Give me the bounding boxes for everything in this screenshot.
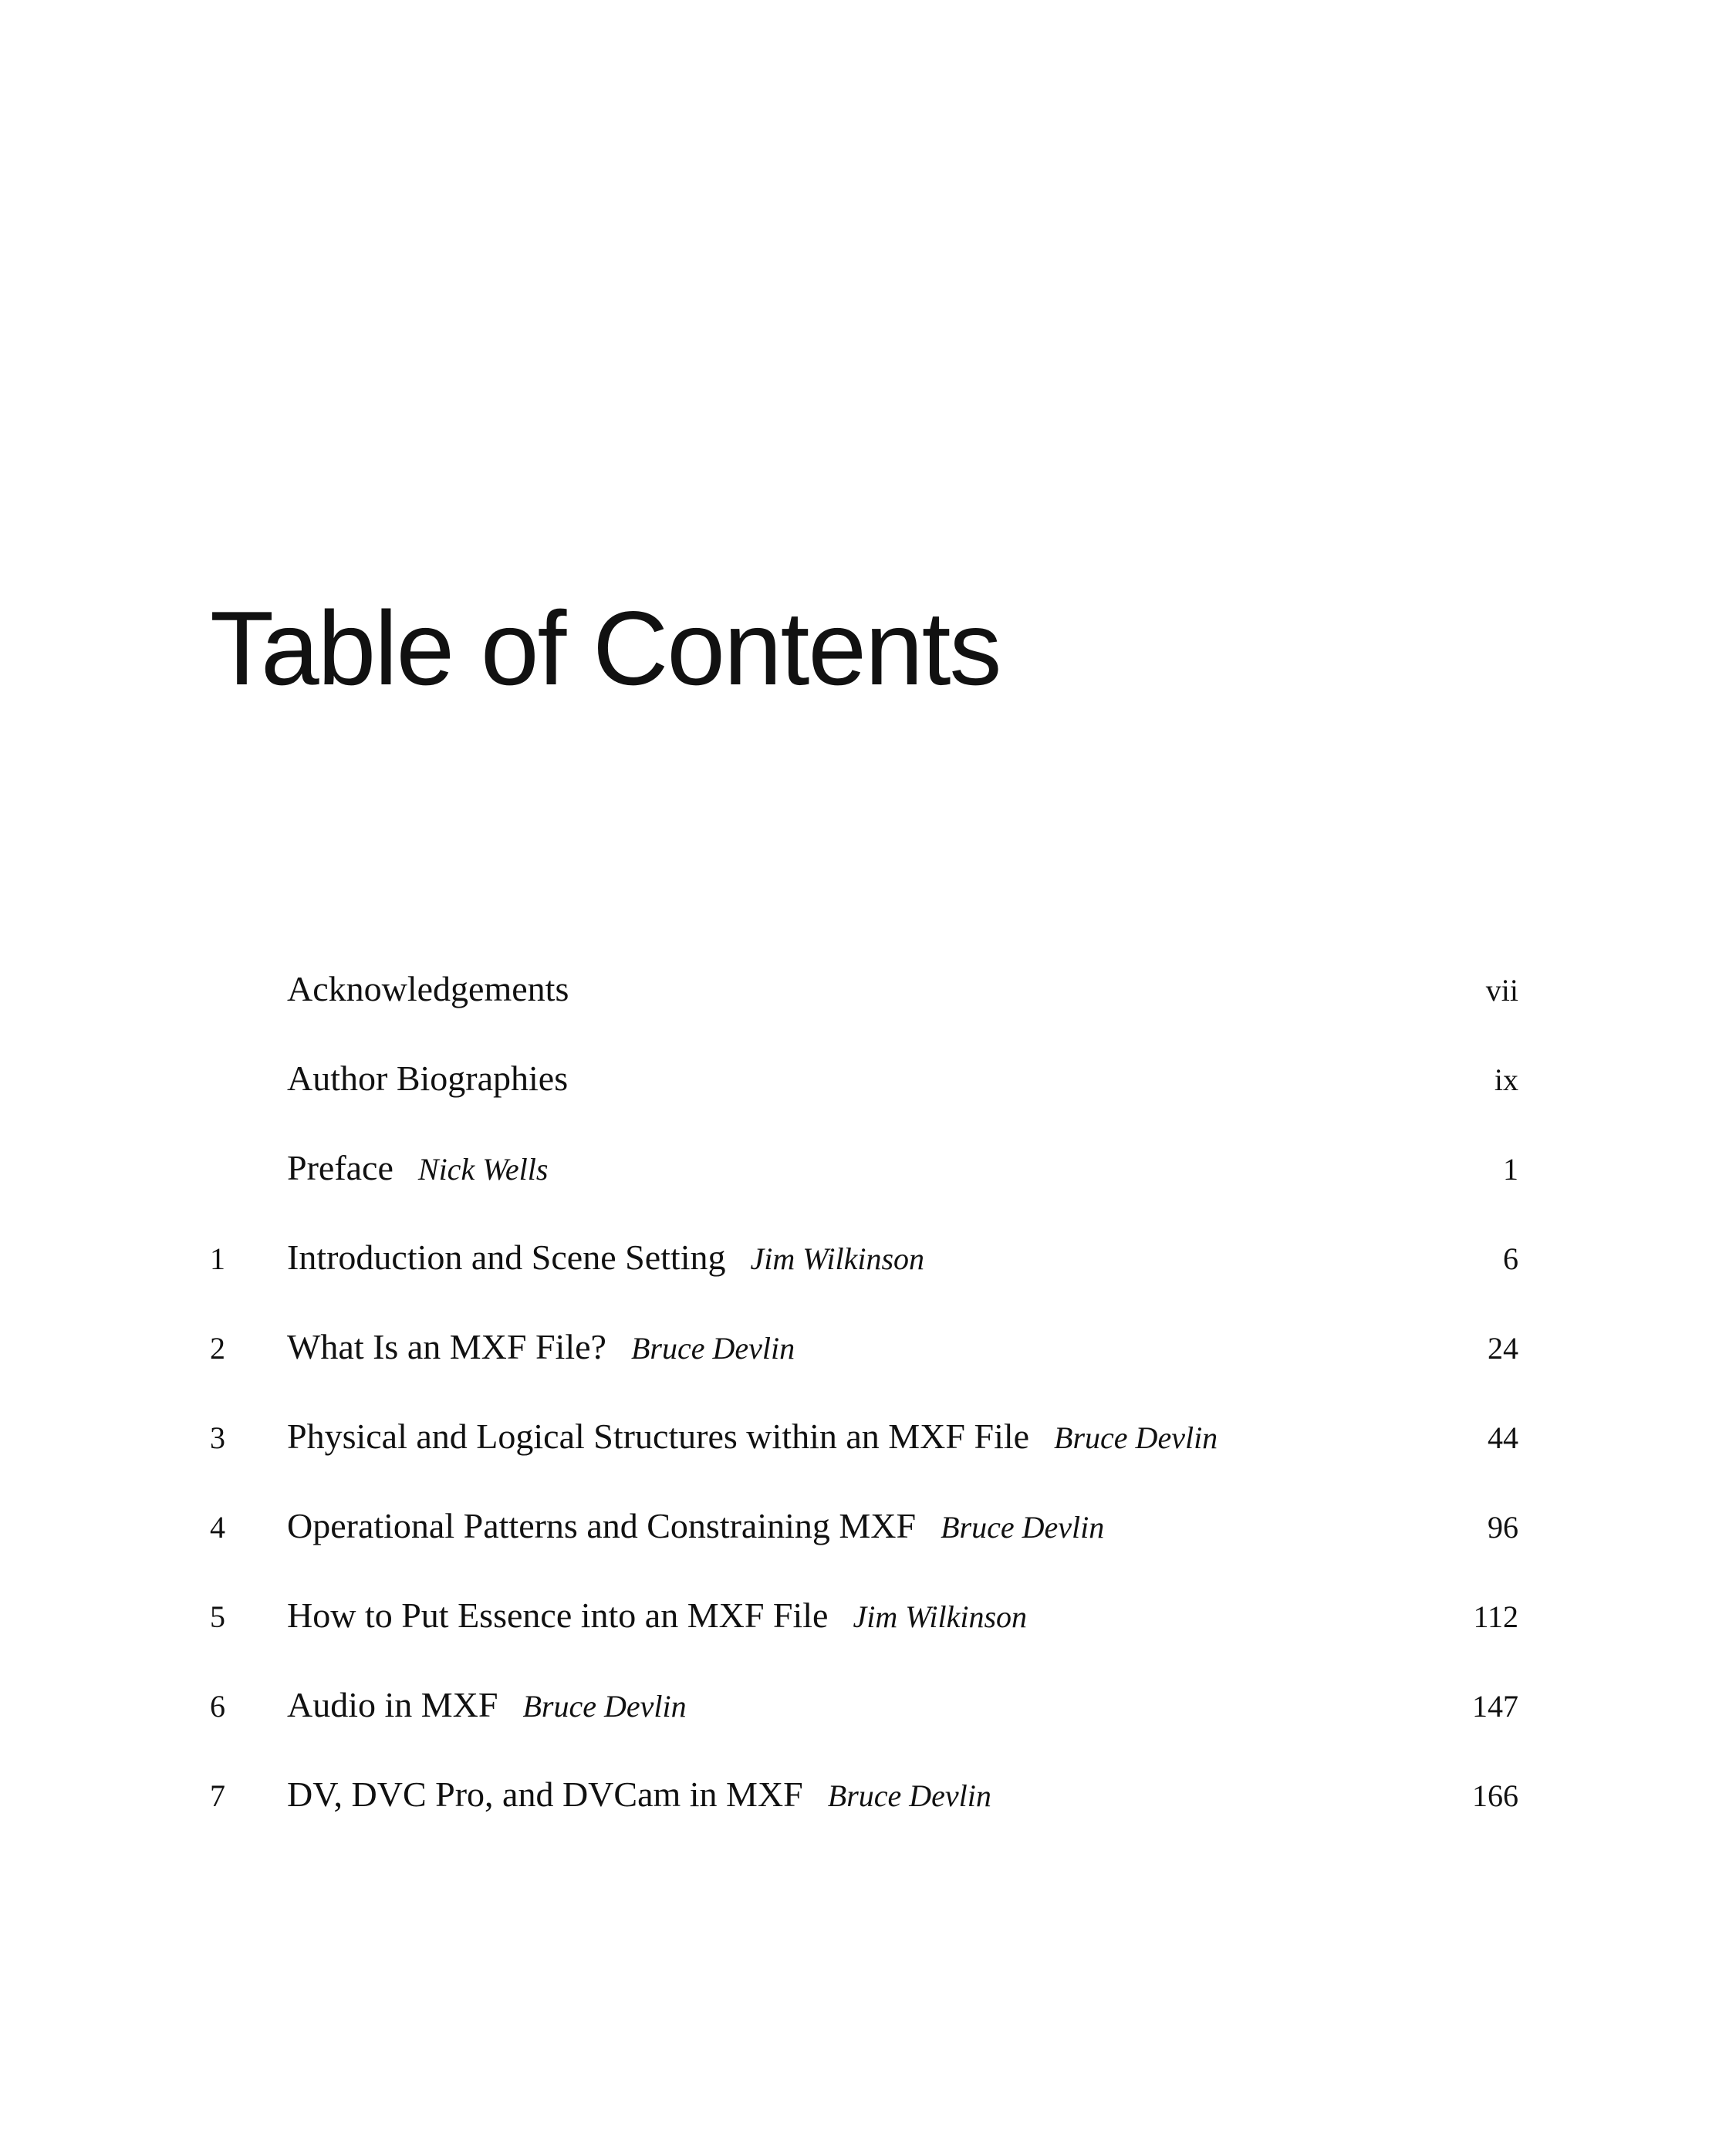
toc-entry-author: Jim Wilkinson <box>853 1599 1028 1634</box>
toc-entry-page: 44 <box>1488 1420 1518 1455</box>
toc-entry-title: DV, DVC Pro, and DVCam in MXF <box>287 1775 803 1814</box>
toc-entry-chapter-3[interactable] <box>210 1416 1518 1505</box>
toc-entry-chapter-7[interactable] <box>210 1774 1518 1863</box>
toc-entry-author: Nick Wells <box>417 1152 549 1187</box>
toc-entry-chapter-1[interactable] <box>210 1237 1518 1326</box>
toc-entry-title: Introduction and Scene Setting <box>287 1238 726 1277</box>
toc-entry-title: Operational Patterns and Constraining MXF <box>287 1506 917 1545</box>
page-title: Table of Contents <box>210 589 1001 707</box>
toc-entry-page: 166 <box>1472 1778 1518 1813</box>
toc-entry-title: How to Put Essence into an MXF File <box>287 1596 829 1635</box>
toc-entry-number: 6 <box>210 1689 225 1724</box>
toc-entry-title: Author Biographies <box>287 1059 569 1098</box>
toc-entry-page: 6 <box>1503 1241 1518 1276</box>
toc-entry-author-biographies[interactable] <box>210 1058 1518 1147</box>
toc-entry-number: 7 <box>210 1778 225 1813</box>
toc-entry-author: Jim Wilkinson <box>750 1241 925 1276</box>
toc-entry-chapter-6[interactable] <box>210 1684 1518 1774</box>
toc-entry-page: 96 <box>1488 1510 1518 1545</box>
toc-entry-page: 1 <box>1503 1152 1518 1187</box>
toc-list <box>210 968 1518 1863</box>
toc-entry-title: Acknowledgements <box>287 969 569 1008</box>
toc-entry-chapter-4[interactable] <box>210 1505 1518 1595</box>
toc-entry-author: Bruce Devlin <box>941 1510 1105 1545</box>
toc-entry-author: Bruce Devlin <box>1054 1420 1218 1455</box>
toc-entry-page: 24 <box>1488 1331 1518 1366</box>
toc-entry-title: What Is an MXF File? <box>287 1327 606 1366</box>
toc-entry-page: ix <box>1494 1062 1518 1097</box>
toc-entry-number: 1 <box>210 1241 225 1276</box>
toc-entry-title: Audio in MXF <box>287 1685 498 1724</box>
toc-entry-number: 4 <box>210 1510 225 1545</box>
toc-entry-author: Bruce Devlin <box>827 1778 991 1813</box>
toc-entry-author: Bruce Devlin <box>630 1331 795 1366</box>
toc-entry-acknowledgements[interactable] <box>210 968 1518 1058</box>
toc-entry-chapter-5[interactable] <box>210 1595 1518 1684</box>
toc-entry-title: Physical and Logical Structures within an MXF File <box>287 1417 1030 1456</box>
toc-entry-page: 147 <box>1472 1689 1518 1724</box>
toc-entry-number: 3 <box>210 1420 225 1455</box>
toc-entry-page: vii <box>1485 973 1518 1008</box>
toc-entry-number: 5 <box>210 1599 225 1634</box>
toc-entry-number: 2 <box>210 1331 225 1366</box>
toc-entry-author: Bruce Devlin <box>522 1689 687 1724</box>
toc-entry-title: Preface <box>287 1148 393 1187</box>
toc-entry-chapter-2[interactable] <box>210 1326 1518 1416</box>
toc-entry-preface[interactable] <box>210 1147 1518 1237</box>
toc-entry-page: 112 <box>1473 1599 1518 1634</box>
